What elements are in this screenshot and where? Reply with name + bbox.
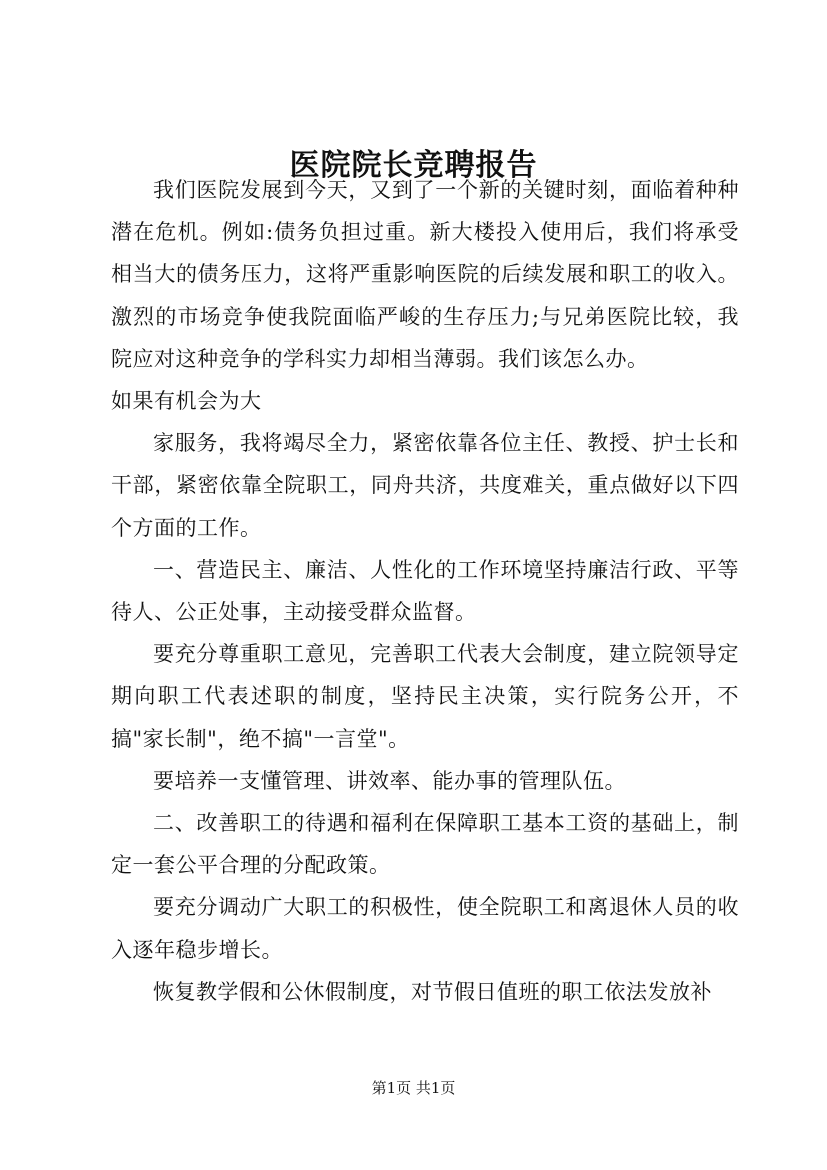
paragraph-9: 恢复教学假和公休假制度，对节假日值班的职工依法发放补 bbox=[153, 979, 712, 1004]
paragraph-5: 要充分尊重职工意见，完善职工代表大会制度，建立院领导定期向职工代表述职的制度，坚持民主决策，实行院务公开，不搞"家长制"，绝不搞"一言堂"。 bbox=[111, 642, 739, 751]
paragraph-3: 家服务，我将竭尽全力，紧密依靠各位主任、教授、护士长和干部，紧密依靠全院职工，同舟共济，共度难关，重点做好以下四个方面的工作。 bbox=[111, 431, 739, 540]
page-footer: 第1页 共1页 bbox=[371, 1079, 456, 1097]
paragraph-7: 二、改善职工的待遇和福利在保障职工基本工资的基础上，制定一套公平合理的分配政策。 bbox=[111, 811, 739, 878]
document-body bbox=[111, 169, 739, 1013]
paragraph-2: 如果有机会为大 bbox=[111, 389, 262, 414]
paragraph-1: 我们医院发展到今天，又到了一个新的关键时刻，面临着种种潜在危机。例如:债务负担过重。新大楼投入使用后，我们将承受相当大的债务压力，这将严重影响医院的后续发展和职工的收入。激烈的市场竞争使我院面临严峻的生存压力;与兄弟医院比较，我院应对这种竞争的学科实力却相当薄弱。我们该怎么办。 bbox=[111, 178, 739, 371]
paragraph-6: 要培养一支懂管理、讲效率、能办事的管理队伍。 bbox=[153, 768, 626, 793]
document-title: 医院院长竞聘报告 bbox=[289, 148, 538, 183]
paragraph-4: 一、营造民主、廉洁、人性化的工作环境坚持廉洁行政、平等待人、公正处事，主动接受群众监督。 bbox=[111, 557, 739, 625]
paragraph-8: 要充分调动广大职工的积极性，使全院职工和离退休人员的收入逐年稳步增长。 bbox=[111, 895, 739, 962]
